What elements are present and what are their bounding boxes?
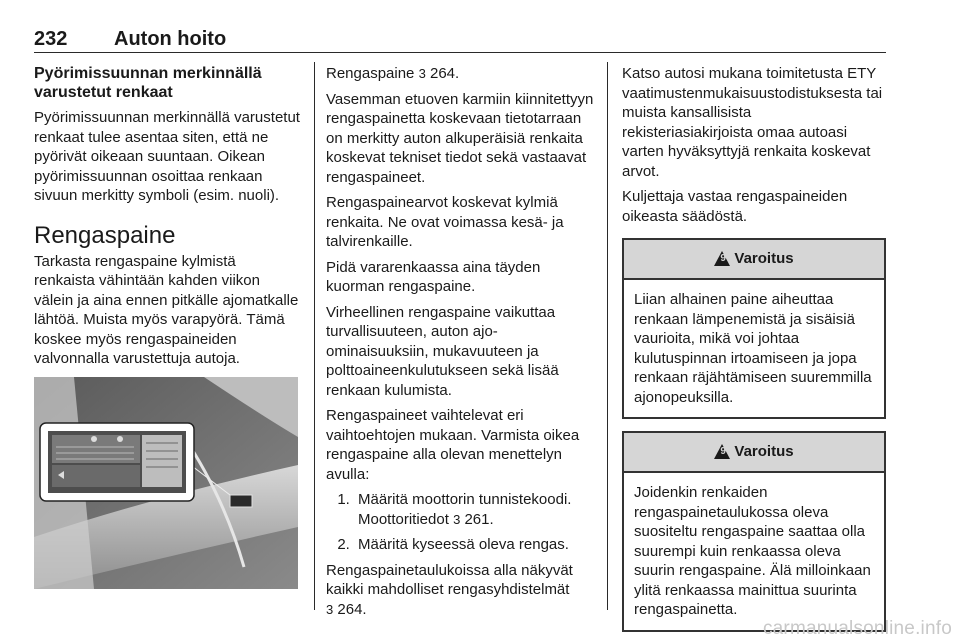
page-ref-icon: 3: [326, 601, 334, 617]
list-item: 1. Määritä moottorin tunnistekoodi. Moottoritiedot 3 261.: [354, 490, 594, 529]
page-header: [34, 26, 886, 53]
paragraph: Pyörimissuunnan merkinnällä varustetut renkaat tulee asentaa siten, että ne pyörivät oikeaan suuntaan. Oikean pyörimissuunnan osoittaa renkaan sivuun merkitty symboli (esim. nuoli).: [34, 109, 300, 204]
paragraph: Pidä vararenkaassa aina täyden kuorman rengaspaine.: [326, 258, 541, 295]
column-right: [622, 64, 886, 632]
warning-box: [622, 431, 886, 632]
paragraph: Tarkasta rengaspaine kylmistä renkaista vähintään kahden viikon välein ja aina ennen pitkälle ajomatkalle lähtöä. Muista myös varapyörä. Tämä koskee myös rengaspaineiden valvonnalla varustettuja autoja.: [34, 252, 299, 367]
warning-header: [624, 240, 884, 280]
page-ref-icon: 3: [418, 66, 426, 81]
page-ref-icon: 3: [453, 511, 461, 527]
warning-header: [624, 433, 884, 473]
column-divider: [607, 62, 608, 610]
warning-body: Liian alhainen paine aiheuttaa renkaan lämpenemistä ja sisäisiä vaurioita, mikä voi johtaa kulutuspinnan irtoamiseen ja jopa renkaan räjähtämiseen suuremmilla ajonopeuksilla.: [634, 291, 872, 406]
door-sill-illustration: [34, 377, 298, 589]
cross-reference: Rengaspaine 3 264.: [326, 65, 460, 82]
section-title: Rengaspaine: [34, 221, 176, 249]
paragraph: Kuljettaja vastaa rengaspaineiden oikeasta säädöstä.: [622, 188, 848, 225]
procedure-list: [326, 490, 594, 555]
warning-title: Varoitus: [734, 443, 794, 461]
warning-triangle-icon: 9: [714, 444, 730, 459]
paragraph: Vasemman etuoven karmiin kiinnitettyyn rengaspainetta koskevaan tietotarraan on merkitty auton alkuperäisiä renkaita koskevat tekniset tiedot sekä vastaavat rengaspaineet.: [326, 90, 594, 186]
column-middle: [326, 64, 594, 625]
page-ref-link[interactable]: 264.: [337, 600, 367, 618]
warning-body: Joidenkin renkaiden rengaspainetaulukossa oleva suositeltu rengaspaine saattaa olla suurempi kuin renkaassa oleva suurin rengaspaine. Älä milloinkaan ylitä renkaassa mainittua suurinta rengaspainetta.: [634, 484, 871, 618]
warning-box: [622, 238, 886, 419]
paragraph: Virheellinen rengaspaine vaikuttaa turvallisuuteen, auton ajo-ominaisuuksiin, mukavuuteen ja polttoaineenkulutukseen sekä lisää renkaan kulumista.: [326, 303, 559, 399]
paragraph: Rengaspainetaulukoissa alla näkyvät kaikki mahdolliset rengasyhdistelmät 3 264.: [326, 561, 573, 618]
page-number: 232: [34, 28, 68, 50]
chapter-title: Auton hoito: [114, 28, 227, 50]
tire-pressure-label-photo: [34, 377, 298, 589]
page-ref-link[interactable]: 261.: [464, 510, 494, 528]
warning-triangle-icon: 9: [714, 251, 730, 266]
watermark: carmanualsonline.info: [762, 618, 952, 639]
paragraph: Rengaspainearvot koskevat kylmiä renkaita. Ne ovat voimassa kesä- ja talvirenkaille.: [326, 194, 564, 250]
page-ref-link[interactable]: 264.: [429, 65, 460, 82]
subheading-rotation: Pyörimissuunnan merkinnällä varustetut renkaat: [34, 65, 262, 101]
paragraph: Rengaspaineet vaihtelevat eri vaihtoehtojen mukaan. Varmista oikea rengaspaine alla olevan menettelyn avulla:: [326, 407, 580, 483]
paragraph: Katso autosi mukana toimitetusta ETY vaatimustenmukaisuustodistuksesta tai muista kansallisista rekisteriasiakirjoista omaa autoasi varten hyväksyttyjä renkaita koskevat arvot.: [622, 65, 883, 180]
column-left: [34, 64, 300, 589]
column-divider: [314, 62, 315, 610]
warning-title: Varoitus: [734, 250, 794, 268]
list-item: 2. Määritä kyseessä oleva rengas.: [354, 535, 594, 555]
